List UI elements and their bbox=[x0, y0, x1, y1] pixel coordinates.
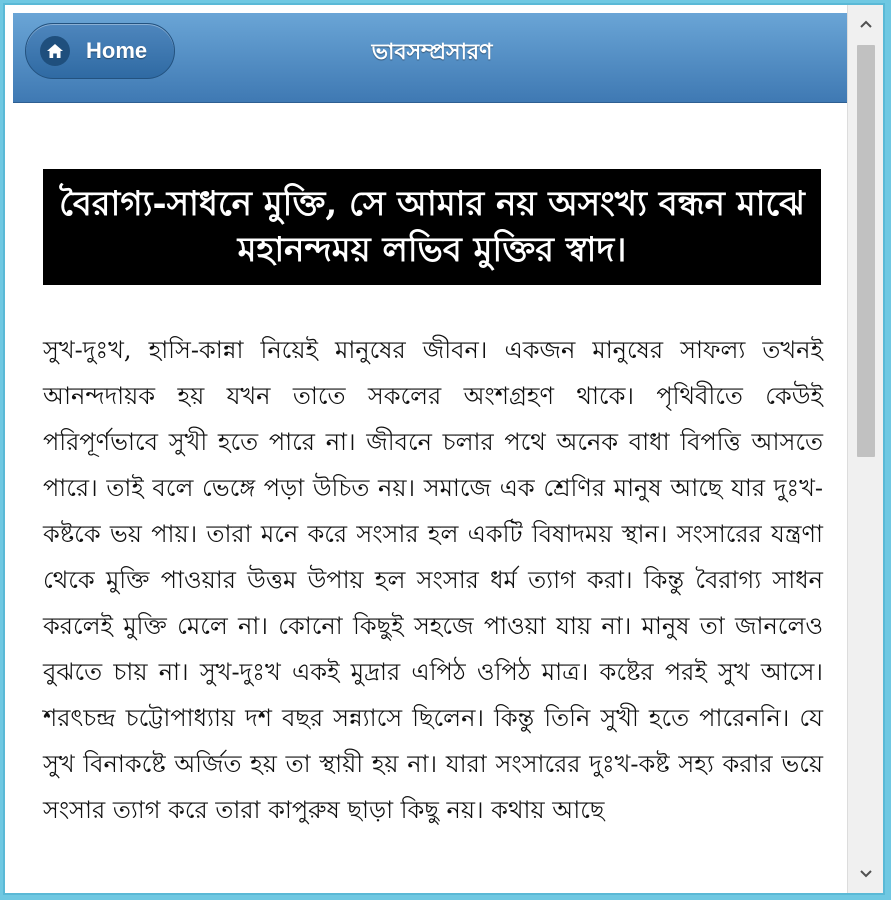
chevron-up-icon bbox=[860, 16, 872, 32]
scroll-thumb[interactable] bbox=[857, 45, 875, 457]
page-content bbox=[5, 5, 851, 893]
scroll-up-button[interactable] bbox=[848, 7, 883, 41]
home-button[interactable] bbox=[25, 23, 175, 79]
header-bar bbox=[13, 13, 851, 103]
article-paragraph: সুখ-দুঃখ, হাসি-কান্না নিয়েই মানুষের জীবন। একজন মানুষের সাফল্য তখনই আনন্দদায়ক হয় যখন তাতে সকলের অংশগ্রহণ থাকে। পৃথিবীতে কেউই পরিপূর্ণভাবে সুখী হতে পারে না। জীবনে চলার পথে অনেক বাধা বিপত্তি আসতে পারে। তাই বলে ভেঙ্গে পড়া উচিত নয়। সমাজে এক শ্রেণির মানুষ আছে যার দুঃখ-কষ্টকে ভয় পায়। তারা মনে করে সংসার হল একটি বিষাদময় স্থান। সংসারের যন্ত্রণা থেকে মুক্তি পাওয়ার উত্তম উপায় হল সংসার ধর্ম ত্যাগ করা। কিন্তু বৈরাগ্য সাধন করলেই মুক্তি মেলে না। কোনো কিছুই সহজে পাওয়া যায় না। মানুষ তা জানলেও বুঝতে চায় না। সুখ-দুঃখ একই মুদ্রার এপিঠ ওপিঠ মাত্র। কষ্টের পরই সুখ আসে। শরৎচন্দ্র চট্টোপাধ্যায় দশ বছর সন্ন্যাসে ছিলেন। কিন্তু তিনি সুখী হতে পারেননি। যে সুখ বিনাকষ্টে অর্জিত হয় তা স্থায়ী হয় না। যারা সংসারের দুঃখ-কষ্ট সহ্য করার ভয়ে সংসার ত্যাগ করে তারা কাপুরুষ ছাড়া কিছু নয়। কথায় আছে bbox=[43, 336, 823, 824]
scroll-down-button[interactable] bbox=[848, 857, 883, 891]
chevron-down-icon bbox=[860, 866, 872, 882]
home-button-label: Home bbox=[86, 38, 148, 63]
quote-banner bbox=[43, 169, 821, 285]
vertical-scrollbar[interactable] bbox=[847, 5, 883, 893]
app-window bbox=[3, 3, 885, 895]
page-title: ভাবসম্প্রসারণ bbox=[371, 40, 493, 65]
quote-banner-text: বৈরাগ্য-সাধনে মুক্তি, সে আমার নয় অসংখ্য বন্ধন মাঝে মহানন্দময় লভিব মুক্তির স্বাদ। bbox=[59, 184, 805, 270]
home-icon bbox=[40, 36, 70, 66]
